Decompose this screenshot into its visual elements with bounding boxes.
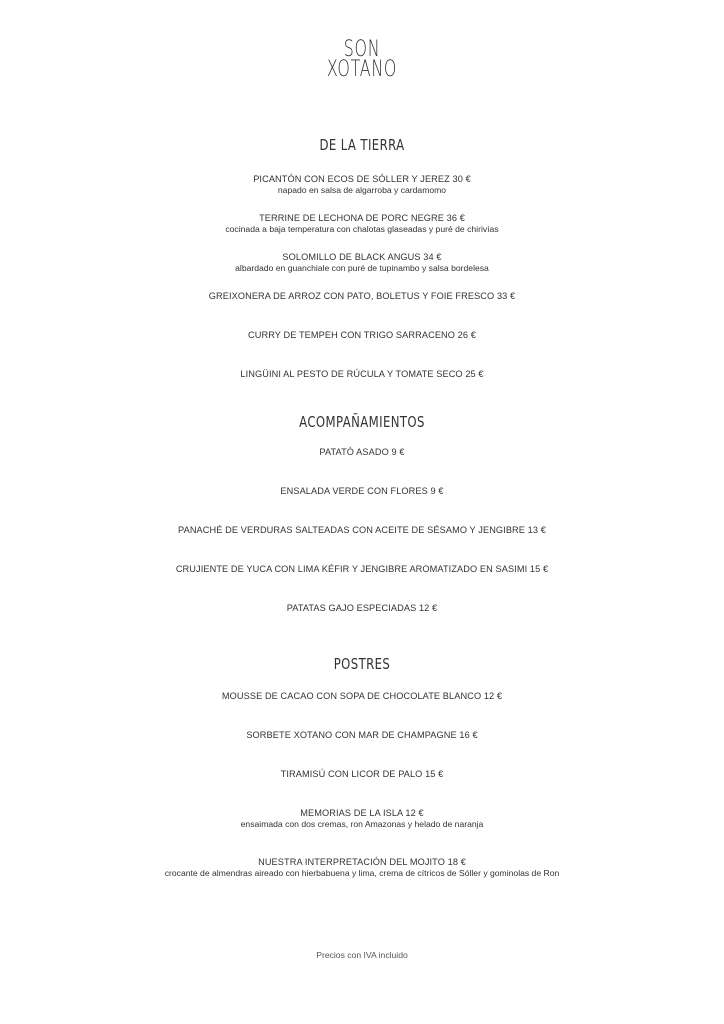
menu-item-name: SOLOMILLO DE BLACK ANGUS 34 € bbox=[282, 252, 442, 262]
menu-item-name: MEMORIAS DE LA ISLA 12 € bbox=[300, 808, 424, 818]
section-title-de-la-tierra: DE LA TIERRA bbox=[319, 136, 405, 154]
menu-item-description: crocante de almendras aireado con hierbabuena y lima, crema de cítricos de Sóller y gominolas de Ron bbox=[164, 868, 560, 878]
section-title-postres: POSTRES bbox=[333, 655, 391, 673]
menu-item bbox=[0, 525, 724, 536]
menu-item bbox=[0, 769, 724, 780]
menu-item bbox=[0, 603, 724, 614]
menu-item-name: PATATÓ ASADO 9 € bbox=[319, 447, 405, 457]
menu-item-name: TERRINE DE LECHONA DE PORC NEGRE 36 € bbox=[259, 213, 465, 223]
menu-item-description: ensaimada con dos cremas, ron Amazonas y helado de naranja bbox=[240, 819, 484, 829]
logo-line-2: XOTANO bbox=[326, 57, 398, 82]
logo-line-1: SON bbox=[343, 37, 381, 62]
menu-item bbox=[0, 330, 724, 341]
menu-item bbox=[0, 691, 724, 702]
menu-item-name: ENSALADA VERDE CON FLORES 9 € bbox=[280, 486, 444, 496]
menu-item bbox=[0, 857, 724, 878]
menu-item-description: napado en salsa de algarroba y cardamomo bbox=[277, 185, 447, 195]
price-note: Precios con IVA incluido bbox=[316, 950, 408, 960]
restaurant-logo bbox=[101, 37, 622, 82]
menu-item-description: albardado en guanchiale con puré de tupinambo y salsa bordelesa bbox=[235, 263, 489, 273]
menu-item bbox=[0, 808, 724, 829]
menu-item bbox=[0, 447, 724, 458]
menu-item-name: MOUSSE DE CACAO CON SOPA DE CHOCOLATE BLANCO 12 € bbox=[221, 691, 503, 701]
menu-item bbox=[0, 252, 724, 273]
menu-item-name: PICANTÓN CON ECOS DE SÓLLER Y JEREZ 30 € bbox=[253, 174, 471, 184]
menu-item-name: CRUJIENTE DE YUCA CON LIMA KÉFIR Y JENGIBRE AROMATIZADO EN SASIMI 15 € bbox=[175, 564, 549, 574]
menu-item-name: GREIXONERA DE ARROZ CON PATO, BOLETUS Y FOIE FRESCO 33 € bbox=[208, 291, 516, 301]
menu-item-name: PANACHÉ DE VERDURAS SALTEADAS CON ACEITE DE SÉSAMO Y JENGIBRE 13 € bbox=[178, 525, 546, 535]
menu-item-description: cocinada a baja temperatura con chalotas glaseadas y puré de chirivías bbox=[225, 224, 499, 234]
menu-item bbox=[0, 174, 724, 195]
menu-item-name: TIRAMISÚ CON LICOR DE PALO 15 € bbox=[280, 769, 444, 779]
menu-item bbox=[0, 564, 724, 575]
menu-item bbox=[0, 213, 724, 234]
menu-item-name: LINGÜINI AL PESTO DE RÚCULA Y TOMATE SECO 25 € bbox=[240, 369, 484, 379]
section-title-acompanamientos: ACOMPAÑAMIENTOS bbox=[299, 413, 425, 431]
menu-item-name: PATATAS GAJO ESPECIADAS 12 € bbox=[286, 603, 438, 613]
menu-item bbox=[0, 486, 724, 497]
menu-item-name: SORBETE XOTANO CON MAR DE CHAMPAGNE 16 € bbox=[246, 730, 478, 740]
menu-item-name: CURRY DE TEMPEH CON TRIGO SARRACENO 26 € bbox=[248, 330, 476, 340]
menu-item-name: NUESTRA INTERPRETACIÓN DEL MOJITO 18 € bbox=[258, 857, 466, 867]
menu-item bbox=[0, 369, 724, 380]
menu-item bbox=[0, 730, 724, 741]
menu-item bbox=[0, 291, 724, 302]
